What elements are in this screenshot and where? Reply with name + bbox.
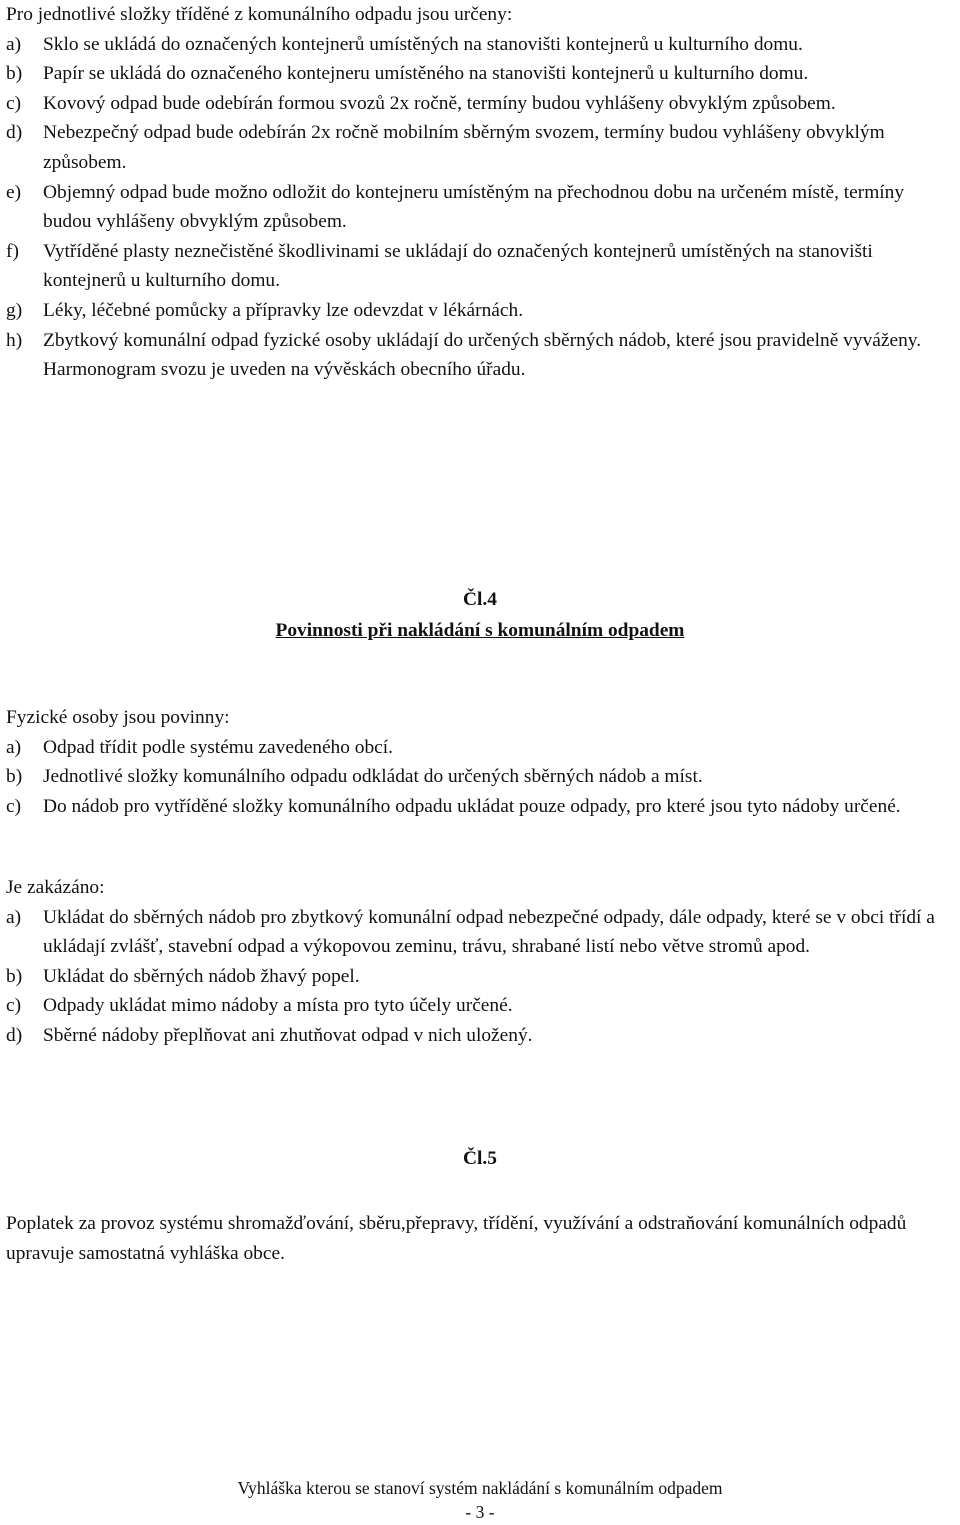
item-label: a) [6, 736, 22, 758]
article-5-heading: Čl.5 [463, 1148, 497, 1169]
item-label: e) [6, 181, 22, 203]
duties-intro: Fyzické osoby jsou povinny: [6, 707, 230, 728]
forbidden-intro: Je zakázáno: [6, 877, 105, 898]
item-label: c) [6, 995, 22, 1017]
list-item [6, 903, 956, 962]
list-item [6, 118, 956, 177]
item-label: b) [6, 965, 23, 987]
list-item [6, 762, 956, 792]
sorted-waste-section [6, 0, 956, 385]
item-text: Vytříděné plasty neznečistěné škodlivinami se ukládají do označených kontejnerů umístěných na stanovišti kontejnerů u kulturního domu. [43, 240, 873, 292]
list-item [6, 792, 956, 822]
item-text: Do nádob pro vytříděné složky komunálního odpadu ukládat pouze odpady, pro které jsou tyto nádoby určené. [43, 795, 901, 817]
item-label: d) [6, 1024, 23, 1046]
section-intro: Pro jednotlivé složky tříděné z komunálního odpadu jsou určeny: [6, 4, 513, 25]
item-label: c) [6, 795, 22, 817]
article-4-heading: Čl.4 [463, 589, 497, 610]
list-item [6, 178, 956, 237]
item-text: Sběrné nádoby přeplňovat ani zhutňovat odpad v nich uložený. [43, 1024, 533, 1046]
item-label: b) [6, 766, 23, 788]
article-5-text: Poplatek za provoz systému shromažďování, sběru,přepravy, třídění, využívání a odstraňování komunálních odpadů upravuje samostatná vyhláška obce. [6, 1213, 907, 1264]
item-label: g) [6, 299, 23, 321]
item-label: d) [6, 122, 23, 144]
item-text: Ukládat do sběrných nádob pro zbytkový komunální odpad nebezpečné odpady, dále odpady, které se v obci třídí a ukládají zvlášť, stavební odpad a výkopovou zeminu, trávu, shrabané listí nebo větve stromů apod. [43, 906, 935, 958]
list-item [6, 89, 956, 119]
list-item [6, 962, 956, 992]
page-number: - 3 - [465, 1502, 495, 1522]
item-text: Odpady ukládat mimo nádoby a místa pro tyto účely určené. [43, 995, 513, 1017]
item-text: Kovový odpad bude odebírán formou svozů 2x ročně, termíny budou vyhlášeny obvyklým způsobem. [43, 92, 836, 114]
item-text: Zbytkový komunální odpad fyzické osoby ukládají do určených sběrných nádob, které jsou pravidelně vyváženy. Harmonogram svozu je uveden na vývěskách obecního úřadu. [43, 329, 922, 381]
list-item [6, 733, 956, 763]
item-text: Léky, léčebné pomůcky a přípravky lze odevzdat v lékárnách. [43, 299, 524, 321]
item-label: a) [6, 33, 22, 55]
item-text: Sklo se ukládá do označených kontejnerů umístěných na stanovišti kontejnerů u kulturního domu. [43, 33, 803, 55]
item-label: a) [6, 906, 22, 928]
list-item [6, 30, 956, 60]
forbidden-section [6, 873, 956, 1051]
list-item [6, 326, 956, 385]
list-item [6, 59, 956, 89]
item-label: b) [6, 63, 23, 85]
item-text: Objemný odpad bude možno odložit do kontejneru umístěným na přechodnou dobu na určeném místě, termíny budou vyhlášeny obvyklým způsobem. [43, 181, 905, 233]
item-label: c) [6, 92, 22, 114]
footer-title: Vyhláška kterou se stanoví systém nakládání s komunálním odpadem [237, 1478, 723, 1498]
list-item [6, 237, 956, 296]
item-text: Odpad třídit podle systému zavedeného obcí. [43, 736, 394, 758]
item-label: f) [6, 240, 19, 262]
article-4-title: Povinnosti při nakládání s komunálním odpadem [275, 620, 685, 641]
list-item [6, 991, 956, 1021]
item-label: h) [6, 329, 23, 351]
item-text: Nebezpečný odpad bude odebírán 2x ročně mobilním sběrným svozem, termíny budou vyhlášeny obvyklým způsobem. [43, 122, 885, 173]
duties-section [6, 703, 956, 821]
item-text: Papír se ukládá do označeného kontejneru umístěného na stanovišti kontejnerů u kulturního domu. [43, 63, 809, 85]
list-item [6, 1021, 956, 1051]
item-text: Jednotlivé složky komunálního odpadu odkládat do určených sběrných nádob a míst. [43, 766, 703, 788]
list-item [6, 296, 956, 326]
item-text: Ukládat do sběrných nádob žhavý popel. [43, 965, 360, 987]
